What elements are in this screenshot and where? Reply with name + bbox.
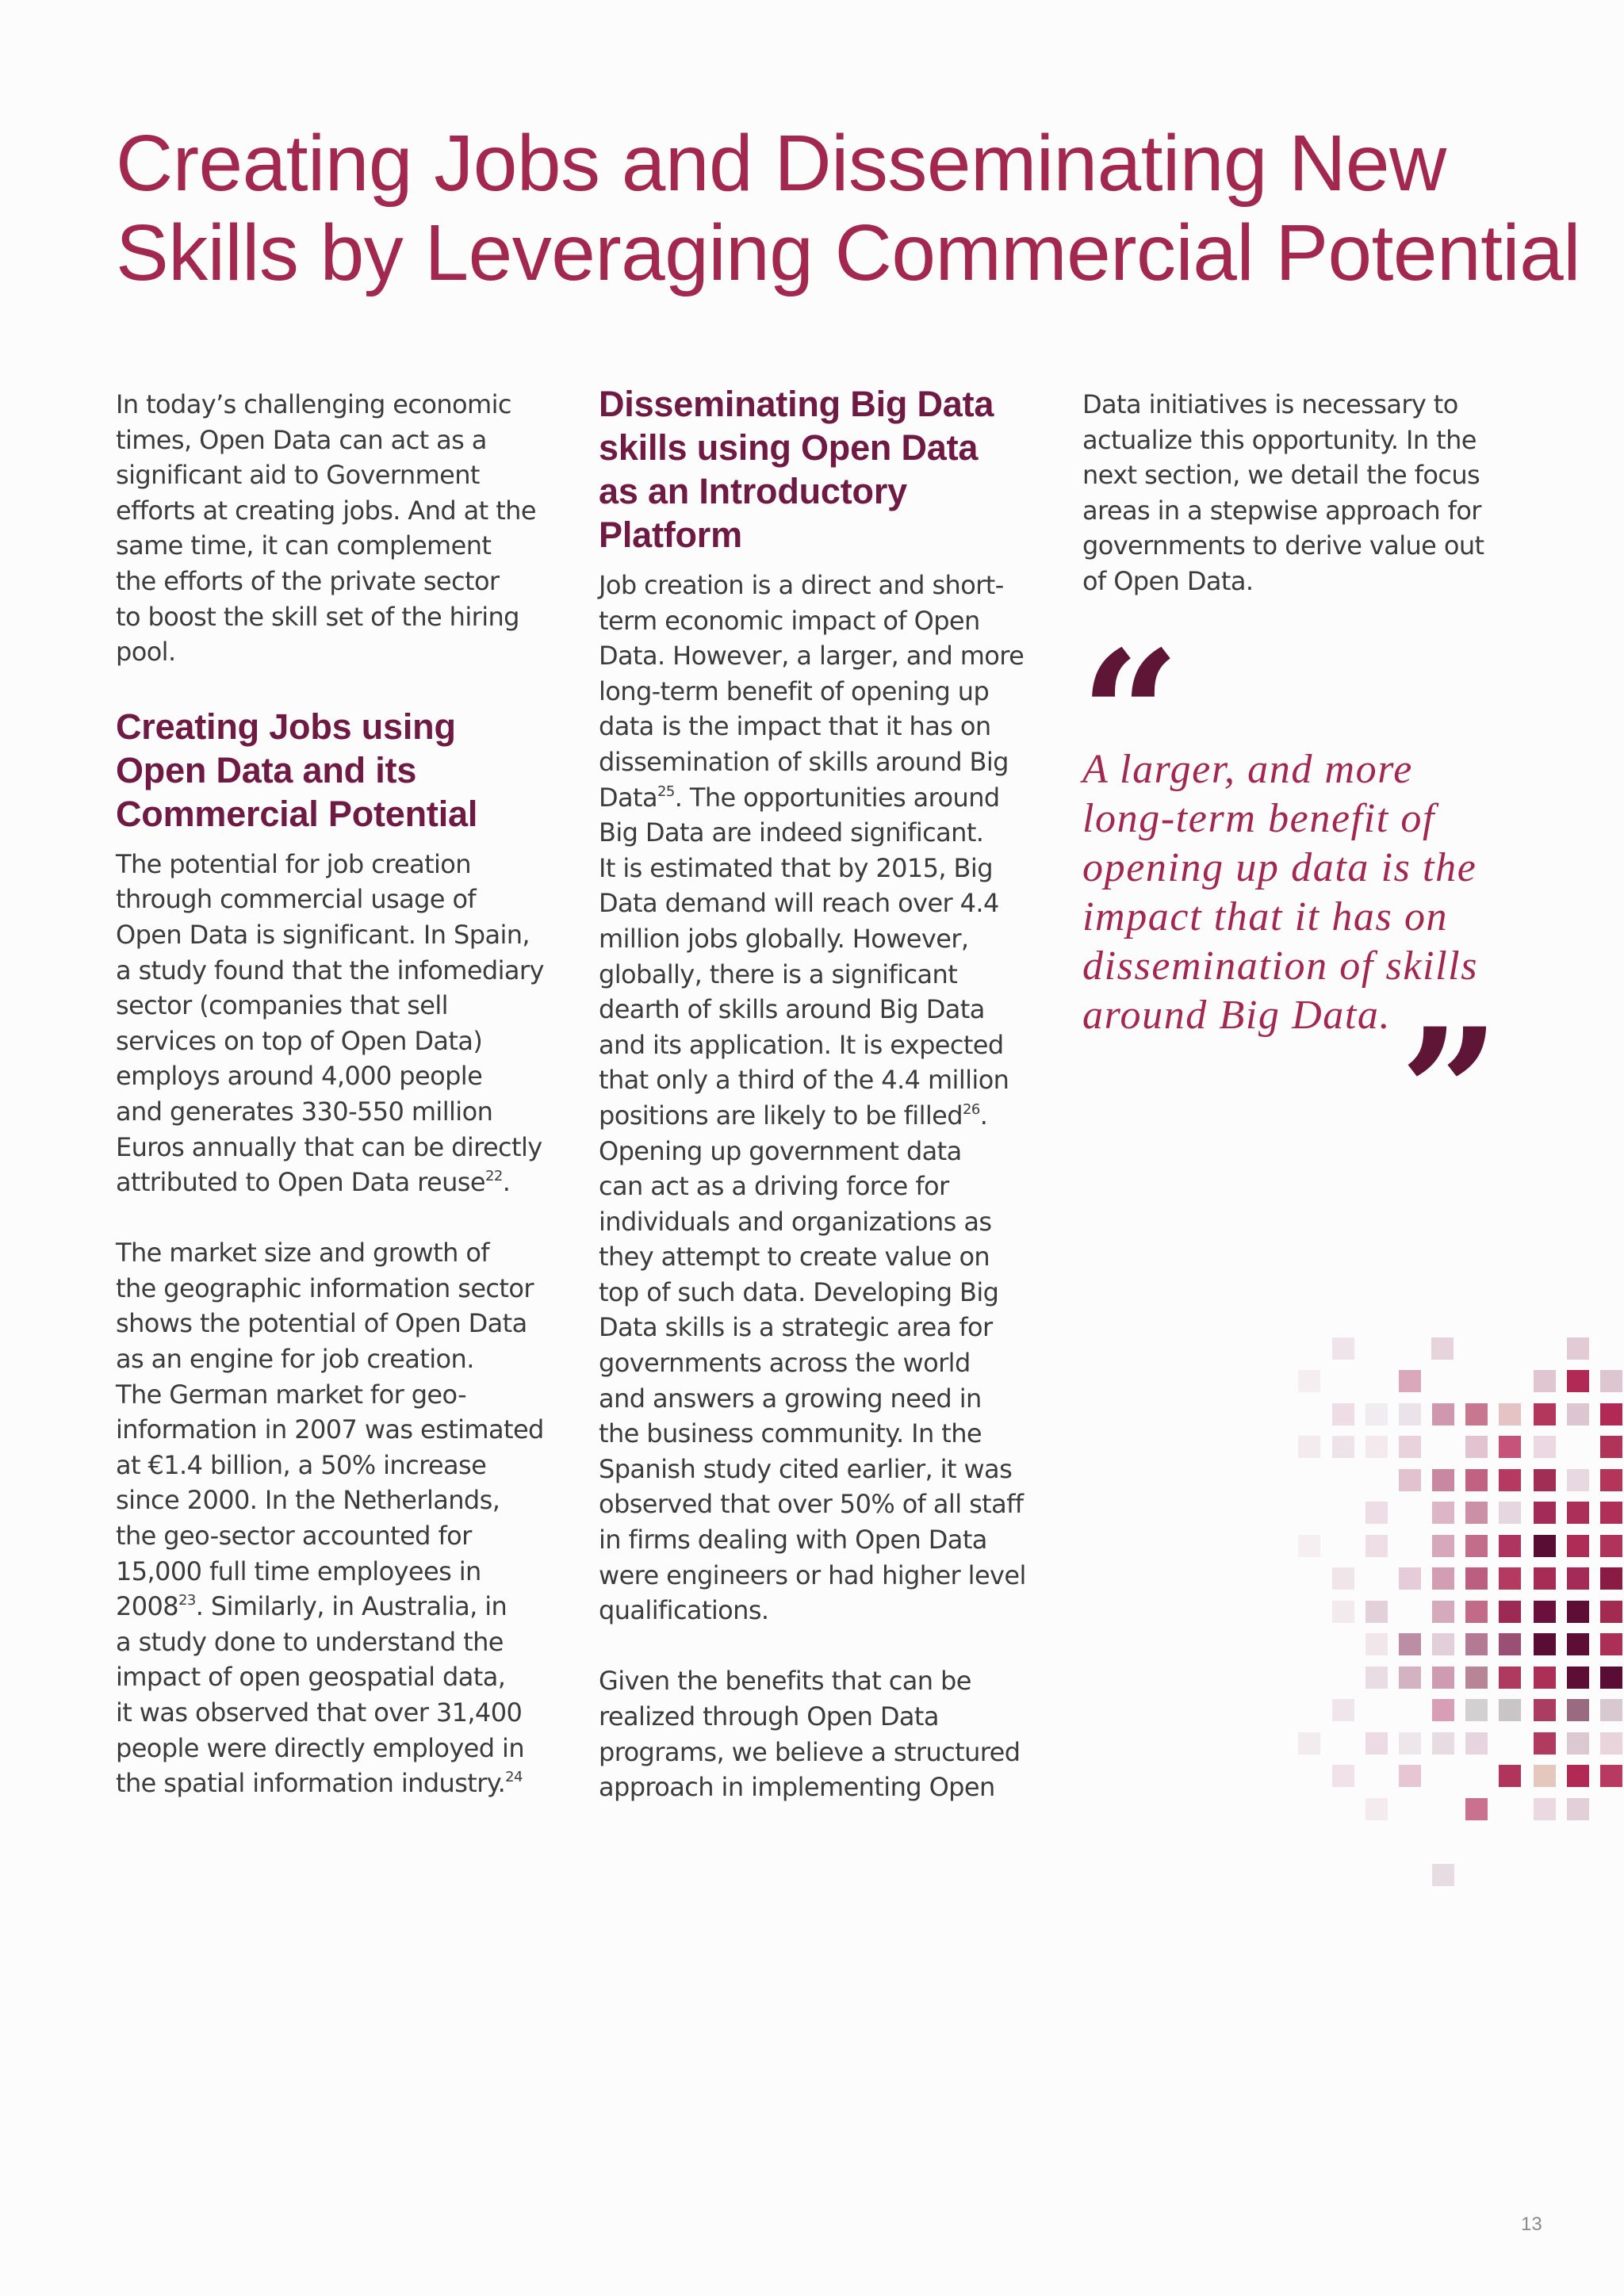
column-left bbox=[116, 387, 560, 1801]
pull-quote: A larger, and more long-term benefit of opening up data is the impact that it has on dissemination of skills around Big Data. bbox=[1082, 747, 1479, 1038]
mosaic-squares bbox=[1298, 1337, 1622, 1886]
section-heading-creating-jobs: Creating Jobs using Open Data and its Commercial Potential bbox=[116, 706, 478, 834]
big-data-text-a: Job creation is a direct and short- term economic impact of Open Data. However, a larger, and more long-term benefit of opening up data is the impact that it has on dissemination of skills around Big Data bbox=[599, 570, 1025, 813]
intro-paragraph: In today’s challenging economic times, Open Data can act as a significant aid to Government efforts at creating jobs. And at the same time, it can complement the efforts of the private sector to boost the skill set of the hiring pool. bbox=[116, 389, 536, 668]
big-data-text-c: . Opening up government data can act as a driving force for individuals and organizations as they attempt to create value on top of such data. Developing Big Data skills is a strategic area for governments across the world and answers a growing need in the business community. In the Spanish study cited earlier, it was observed that over 50% of all staff in firms dealing with Open Data were engineers or had higher level qualifications. bbox=[599, 1100, 1026, 1626]
column-middle bbox=[599, 384, 1043, 1805]
footnote-ref-23: 23 bbox=[178, 1592, 196, 1609]
geo-sector-text: The market size and growth of the geographic information sector shows the potential of Open Data as an engine for job creation. The German market for geo- information in 2007 was estimated at €1.4 billion, a 50% increase since 2000. In the Netherlands, the geo-sector accounted for 15,000 full time employees in 2008 bbox=[116, 1238, 544, 1622]
geo-sector-paragraph bbox=[116, 1235, 560, 1801]
big-data-paragraph bbox=[599, 568, 1043, 1628]
initiatives-paragraph: Data initiatives is necessary to actualize this opportunity. In the next section, we detail the focus areas in a stepwise approach for governments to derive value out of Open Data. bbox=[1082, 389, 1484, 596]
footnote-ref-25: 25 bbox=[657, 783, 675, 800]
job-creation-end: . bbox=[502, 1167, 511, 1198]
page-title-line-2: Skills by Leveraging Commercial Potential bbox=[116, 209, 1580, 297]
footnote-ref-22: 22 bbox=[485, 1168, 503, 1185]
open-quote-mark: “ bbox=[1080, 612, 1181, 817]
job-creation-paragraph bbox=[116, 847, 560, 1200]
page-title bbox=[116, 119, 1580, 298]
job-creation-text: The potential for job creation through commercial usage of Open Data is significant. In Spain, a study found that the infomediary sector (companies that sell services on top of Open Data) employs around 4,000 people and generates 330-550 million Euros annually that can be directly attributed to Open Data reuse bbox=[116, 848, 544, 1198]
footnote-ref-24: 24 bbox=[505, 1769, 523, 1786]
page-number: 13 bbox=[1521, 2214, 1542, 2235]
column-right bbox=[1082, 387, 1526, 599]
benefits-paragraph: Given the benefits that can be realized through Open Data programs, we believe a structured approach in implementing Open bbox=[599, 1666, 1021, 1803]
footnote-ref-26: 26 bbox=[962, 1100, 980, 1118]
big-data-text-b: . The opportunities around Big Data are indeed significant. It is estimated that by 2015, Big Data demand will reach over 4.4 million jobs globally. However, globally, there is a significant dearth of skills around Big Data and its application. It is expected that only a third of the 4.4 million positions are likely to be filled bbox=[599, 782, 1009, 1131]
close-quote-mark: ” bbox=[1400, 989, 1500, 1195]
page-title-line-1: Creating Jobs and Disseminating New bbox=[116, 119, 1446, 208]
section-heading-big-data: Disseminating Big Data skills using Open Data as an Introductory Platform bbox=[599, 384, 994, 555]
geo-sector-text-cont: . Similarly, in Australia, in a study done to understand the impact of open geospatial data, it was observed that over 31,400 people were directly employed in the spatial information industry. bbox=[116, 1591, 525, 1799]
